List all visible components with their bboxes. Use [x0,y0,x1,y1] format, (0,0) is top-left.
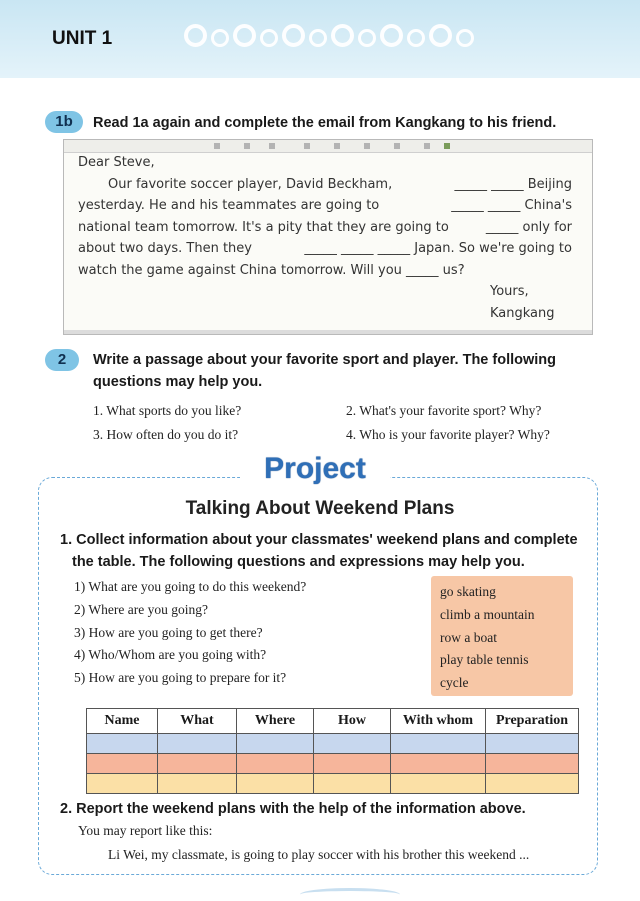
task2-hint: You may report like this: [78,823,213,838]
table-header: How [314,709,391,734]
toolbar-icon[interactable] [304,143,310,149]
expression-item: go skating [440,584,496,599]
instruction-1b: Read 1a again and complete the email from Kangkang to his friend. [93,115,557,131]
prompt-item: 2) Where are you going? [74,601,208,617]
decorative-circles [184,24,474,54]
prompt-item: 3) How are you going to get there? [74,624,263,640]
table-cell[interactable] [486,774,579,794]
project-title: Project [240,452,390,486]
unit-label: UNIT 1 [52,28,113,49]
email-window [63,139,593,335]
email-closing: Yours, [490,284,529,299]
unit-banner [0,0,640,78]
plans-table [86,708,579,794]
instruction-2-line1: Write a passage about your favorite sport and player. The following [93,352,557,368]
circle-icon [184,24,207,47]
email-text: national team tomorrow. It's a pity that they are going to [78,219,449,235]
email-line [78,195,572,217]
toolbar-icon[interactable] [394,143,400,149]
expression-item: cycle [440,675,469,691]
toolbar-icon[interactable] [424,143,430,149]
table-cell[interactable] [314,774,391,794]
table-header-row [87,709,579,734]
email-blank[interactable]: _____ _____ _____ Japan. So we're going to [304,241,572,256]
table-cell[interactable] [158,754,237,774]
prompt-item: 5) How are you going to prepare for it? [74,670,287,686]
table-cell[interactable] [314,754,391,774]
table-cell[interactable] [486,754,579,774]
toolbar-icon[interactable] [244,143,250,149]
table-header: Where [237,709,314,734]
email-greeting: Dear Steve, [78,155,155,170]
expression-item: climb a mountain [440,606,535,622]
table-row [87,734,579,754]
circle-icon [358,29,376,47]
table-header: Name [87,709,158,734]
email-blank[interactable]: _____ _____ China's [451,198,572,213]
question-4: 4. Who is your favorite player? Why? [346,427,550,442]
table-cell[interactable] [391,774,486,794]
table-cell[interactable] [237,734,314,754]
table-cell[interactable] [237,754,314,774]
decorative-arc [300,888,400,901]
table-header: With whom [391,709,486,734]
circle-icon [211,29,229,47]
toolbar-icon[interactable] [444,143,450,149]
question-2: 2. What's your favorite sport? Why? [346,403,542,418]
table-row [87,754,579,774]
expressions-box [431,576,573,696]
table-cell[interactable] [486,734,579,754]
expression-item: play table tennis [440,652,529,668]
circle-icon [233,24,256,47]
question-1: 1. What sports do you like? [93,403,242,418]
table-cell[interactable] [237,774,314,794]
circle-icon [429,24,452,47]
email-line [78,217,572,239]
email-scrollbar[interactable] [64,330,592,334]
project-subtitle: Talking About Weekend Plans [185,498,455,519]
badge-2: 2 [45,349,79,371]
circle-icon [456,29,474,47]
email-blank[interactable]: _____ _____ Beijing [454,176,572,192]
email-text: yesterday. He and his teammates are going to [78,198,380,213]
email-signature: Kangkang [490,305,555,321]
task2-example: Li Wei, my classmate, is going to play soccer with his brother this weekend ... [108,847,530,862]
badge-1b: 1b [45,111,83,133]
email-blank[interactable]: _____ only for [485,219,572,235]
table-cell[interactable] [158,774,237,794]
table-cell[interactable] [314,734,391,754]
circle-icon [260,29,278,47]
email-line: watch the game against China tomorrow. Will you _____ us? [78,262,465,278]
circle-icon [282,24,305,47]
task1-line2: the table. The following questions and expressions may help you. [72,554,525,570]
prompt-list [74,576,306,690]
email-body [78,152,572,324]
table-cell[interactable] [391,754,486,774]
email-line [78,174,572,196]
expression-item: row a boat [440,629,497,645]
circle-icon [309,29,327,47]
table-cell[interactable] [158,734,237,754]
circle-icon [331,24,354,47]
task2-instruction: 2. Report the weekend plans with the help of the information above. [60,801,526,817]
toolbar-icon[interactable] [334,143,340,149]
table-cell[interactable] [87,734,158,754]
prompt-item: 1) What are you going to do this weekend? [74,579,307,594]
table-cell[interactable] [87,754,158,774]
email-line [78,238,572,260]
toolbar-icon[interactable] [269,143,275,149]
toolbar-icon[interactable] [214,143,220,149]
table-row [87,774,579,794]
question-3: 3. How often do you do it? [93,427,239,442]
table-header: Preparation [486,709,579,734]
table-cell[interactable] [391,734,486,754]
circle-icon [380,24,403,47]
instruction-2-line2: questions may help you. [93,374,263,390]
table-header: What [158,709,237,734]
prompt-item: 4) Who/Whom are you going with? [74,647,267,663]
toolbar-icon[interactable] [364,143,370,149]
task1-line1: 1. Collect information about your classmates' weekend plans and complete [60,532,578,548]
circle-icon [407,29,425,47]
email-text: Our favorite soccer player, David Beckham, [108,176,393,192]
email-text: about two days. Then they [78,241,252,256]
table-cell[interactable] [87,774,158,794]
